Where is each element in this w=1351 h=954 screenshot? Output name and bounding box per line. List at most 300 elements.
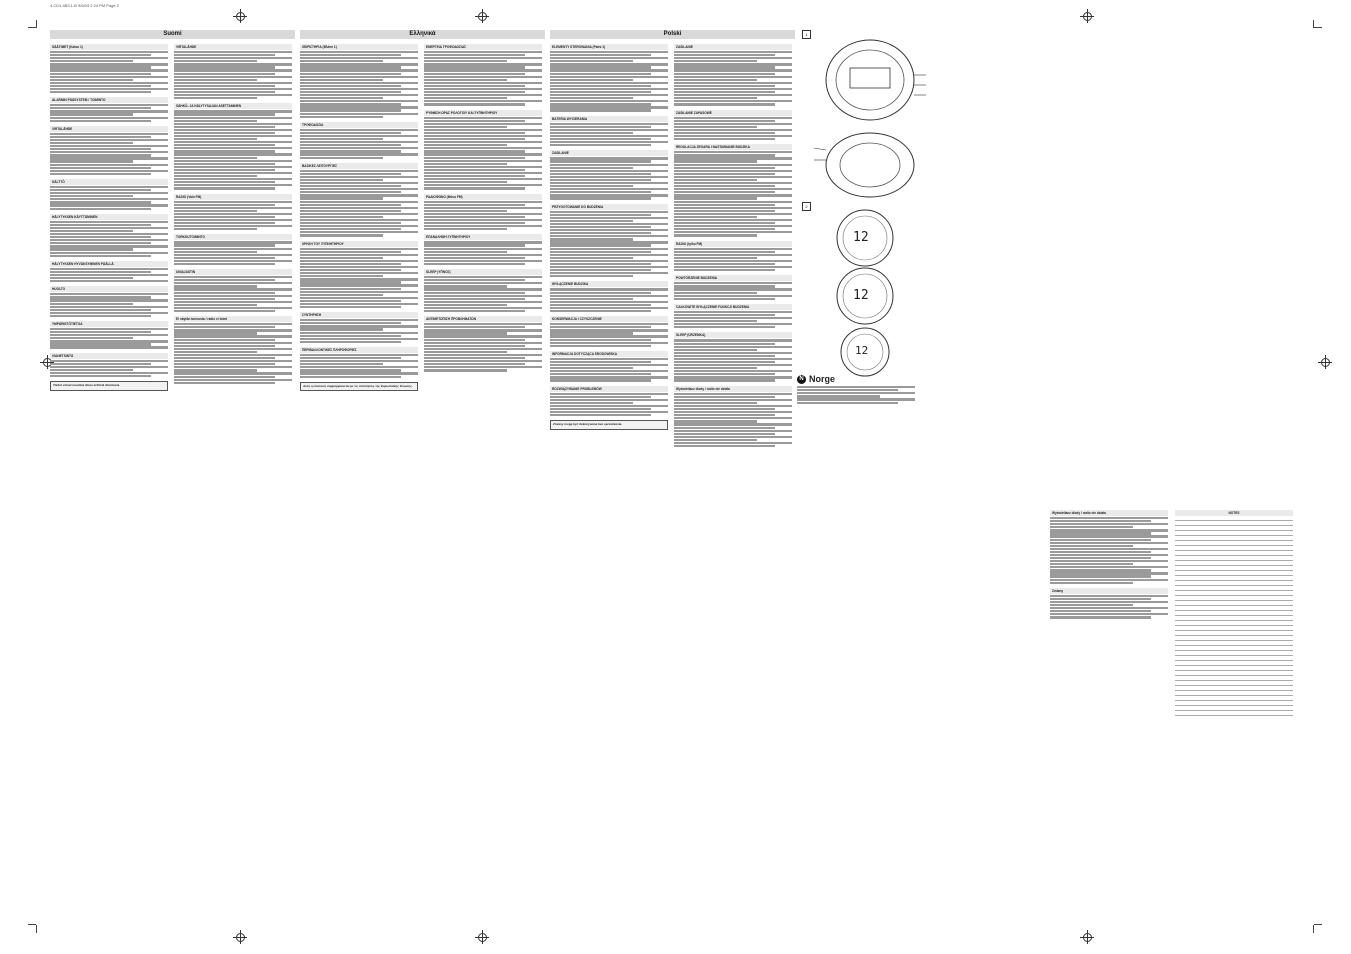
text-line: [174, 225, 292, 227]
manual-section: [550, 44, 668, 112]
text-line: [174, 91, 275, 93]
manual-section: [174, 194, 292, 231]
text-line: [550, 76, 668, 78]
text-line: [1050, 526, 1133, 528]
text-line: [300, 157, 383, 159]
section-title: VIRTALÄHDE: [174, 44, 292, 50]
text-line: [424, 153, 542, 155]
text-line: [424, 342, 542, 344]
section-title: Zmiany: [1050, 588, 1168, 594]
text-line: [50, 192, 168, 194]
notes-rule: [1175, 615, 1293, 616]
text-line: [300, 170, 418, 172]
text-line: [424, 329, 542, 331]
text-line: [550, 241, 668, 243]
text-line: [424, 60, 507, 62]
text-line: [424, 222, 525, 224]
text-line: [550, 57, 668, 59]
text-line: [674, 436, 792, 438]
text-line: [550, 298, 633, 300]
text-line: [424, 126, 507, 128]
notes-rule: [1175, 680, 1293, 681]
text-line: [797, 395, 880, 397]
registration-mark-icon: [1080, 930, 1094, 944]
text-line: [674, 207, 792, 209]
text-line: [300, 144, 401, 146]
text-line: [300, 129, 418, 131]
text-line: [550, 329, 668, 331]
text-line: [174, 181, 275, 183]
text-line: [300, 294, 383, 296]
manual-section: [674, 304, 792, 329]
text-line: [550, 332, 633, 334]
text-line: [424, 91, 525, 93]
text-line: [50, 186, 168, 188]
manual-section: [50, 321, 168, 349]
text-line: [797, 402, 898, 404]
text-line: [674, 254, 792, 256]
text-line: [50, 154, 151, 156]
text-line: [174, 150, 275, 152]
text-line: [1050, 616, 1151, 618]
text-line: [50, 334, 168, 336]
text-line: [50, 85, 151, 87]
text-line: [174, 175, 257, 177]
text-line: [424, 181, 507, 183]
text-line: [424, 360, 542, 362]
text-line: [797, 389, 898, 391]
text-line: [424, 97, 507, 99]
section-title: Wyświetlacz diody / radio nie działa: [1050, 510, 1168, 516]
text-line: [674, 346, 792, 348]
text-line: [674, 282, 792, 284]
notes-rule: [1175, 645, 1293, 646]
text-line: [300, 369, 401, 371]
text-line: [174, 360, 292, 362]
text-line: [174, 207, 292, 209]
text-line: [300, 54, 401, 56]
text-line: [550, 260, 668, 262]
manual-section: [1050, 588, 1168, 619]
text-line: [300, 219, 418, 221]
notes-rule: [1175, 550, 1293, 551]
text-line: [300, 225, 418, 227]
registration-mark-icon: [233, 9, 247, 23]
text-line: [674, 427, 775, 429]
notes-rule: [1175, 555, 1293, 556]
text-line: [50, 340, 168, 342]
text-line: [424, 251, 507, 253]
text-line: [300, 88, 418, 90]
text-line: [174, 210, 257, 212]
text-line: [550, 223, 668, 225]
figure-number-1: 1: [802, 30, 811, 39]
text-line: [550, 229, 668, 231]
text-line: [674, 292, 757, 294]
text-line: [550, 323, 668, 325]
text-line: [300, 173, 401, 175]
notes-lines: [1175, 520, 1293, 716]
notes-rule: [1175, 630, 1293, 631]
text-line: [674, 176, 792, 178]
section-title: ΒΑΣΙΚΕΣ ΛΕΙΤΟΥΡΓΙΕΣ: [300, 163, 418, 169]
section-title: RADIO (Vain FM): [174, 194, 292, 200]
text-line: [674, 123, 792, 125]
text-line: [50, 221, 168, 223]
text-line: [174, 97, 257, 99]
section-title: KÄLTTÖ: [50, 179, 168, 185]
section-title: ZASILANIE: [674, 44, 792, 50]
manual-section: [550, 204, 668, 278]
text-line: [550, 399, 668, 401]
text-line: [300, 141, 418, 143]
text-line: [50, 239, 168, 241]
text-line: [550, 367, 633, 369]
text-line: [174, 279, 275, 281]
text-line: [550, 251, 651, 253]
text-line: [1050, 595, 1168, 597]
text-line: [50, 277, 133, 279]
text-line: [300, 182, 418, 184]
manual-section: [50, 353, 168, 378]
text-line: [674, 367, 757, 369]
text-line: [174, 79, 257, 81]
text-line: [674, 103, 775, 105]
section-title: ELEMENTY STEROWANIA (Patrz 1): [550, 44, 668, 50]
text-line: [424, 348, 542, 350]
text-line: [674, 85, 775, 87]
text-line: [674, 266, 792, 268]
text-line: [300, 325, 418, 327]
text-line: [674, 352, 792, 354]
text-line: [174, 376, 275, 378]
text-line: [550, 164, 668, 166]
text-line: [550, 226, 651, 228]
text-line: [1050, 557, 1151, 559]
text-line: [674, 76, 792, 78]
text-line: [674, 79, 757, 81]
text-line: [174, 169, 275, 171]
text-line: [50, 107, 151, 109]
text-line: [50, 136, 151, 138]
text-line: [674, 405, 792, 407]
text-line: [424, 304, 507, 306]
text-line: [424, 120, 525, 122]
text-line: [50, 337, 133, 339]
norge-badge: N: [797, 375, 806, 384]
text-line: [674, 343, 775, 345]
notes-rule: [1175, 665, 1293, 666]
text-line: [50, 57, 168, 59]
text-line: [1050, 601, 1168, 603]
text-line: [300, 222, 401, 224]
text-line: [174, 372, 292, 374]
text-line: [550, 275, 633, 277]
text-line: [424, 150, 525, 152]
text-line: [674, 54, 775, 56]
text-line: [300, 185, 401, 187]
text-line: [674, 285, 775, 287]
text-line: [424, 201, 542, 203]
text-line: [550, 97, 633, 99]
text-line: [300, 57, 418, 59]
text-line: [50, 201, 151, 203]
text-line: [424, 94, 542, 96]
text-line: [300, 254, 418, 256]
text-line: [174, 110, 292, 112]
text-line: [674, 231, 792, 233]
text-line: [300, 100, 418, 102]
text-line: [674, 135, 792, 137]
registration-mark-icon: [475, 9, 489, 23]
text-line: [674, 88, 792, 90]
text-line: [674, 51, 792, 53]
text-line: [300, 269, 401, 271]
text-line: [50, 375, 151, 377]
text-line: [674, 399, 792, 401]
text-line: [174, 260, 292, 262]
manual-section: [424, 110, 542, 190]
section-title: ΕΝΕΡΓΕΙΑ ΤΡΟΦΟΔΟΣΙΑΣ: [424, 44, 542, 50]
text-line: [424, 138, 525, 140]
section-title: SÄHKÖ- JA HÄLYTYSAJAN ASETTAMINEN: [174, 103, 292, 109]
text-line: [550, 254, 668, 256]
text-line: [50, 139, 168, 141]
text-line: [174, 348, 292, 350]
text-line: [674, 194, 792, 196]
text-line: [174, 263, 275, 265]
right-column: [174, 44, 292, 388]
text-line: [50, 274, 168, 276]
text-line: [550, 266, 668, 268]
text-line: [424, 366, 542, 368]
text-line: [550, 263, 651, 265]
section-title: ZASILANIE: [550, 150, 668, 156]
text-line: [550, 106, 668, 108]
manual-section: [550, 281, 668, 312]
text-line: [674, 248, 792, 250]
notes-rule: [1175, 700, 1293, 701]
text-line: [300, 213, 418, 215]
text-line: [50, 369, 133, 371]
text-line: [424, 103, 525, 105]
text-line: [550, 414, 651, 416]
text-line: [174, 66, 275, 68]
notes-rule: [1175, 660, 1293, 661]
text-line: [424, 332, 507, 334]
manual-section: [300, 122, 418, 159]
text-line: [674, 129, 792, 131]
manual-section: [174, 44, 292, 99]
text-line: [300, 135, 418, 137]
text-line: [674, 420, 757, 422]
text-line: [674, 317, 792, 319]
text-line: [424, 310, 525, 312]
print-header: 4.CD1.4B3.1-B 9/6/03 2:24 PM Page 2: [50, 3, 119, 8]
text-line: [674, 402, 757, 404]
text-line: [674, 97, 757, 99]
text-line: [424, 285, 507, 287]
text-line: [424, 85, 525, 87]
text-line: [550, 197, 651, 199]
text-line: [424, 57, 542, 59]
text-line: [1050, 604, 1133, 606]
text-line: [300, 263, 401, 265]
text-line: [550, 54, 651, 56]
text-line: [50, 224, 151, 226]
text-line: [300, 354, 418, 356]
crop-mark: [1314, 27, 1322, 28]
manual-section: [550, 316, 668, 347]
text-line: [174, 244, 275, 246]
text-line: [174, 63, 292, 65]
text-line: [424, 76, 542, 78]
text-line: [174, 157, 257, 159]
text-line: [550, 88, 668, 90]
text-line: [424, 244, 525, 246]
text-line: [174, 351, 257, 353]
text-line: [300, 260, 418, 262]
text-line: [1050, 542, 1168, 544]
text-line: [424, 369, 507, 371]
text-line: [674, 295, 792, 297]
text-line: [550, 109, 651, 111]
notes-rule: [1175, 535, 1293, 536]
section-title: INFORMACJA DOTYCZĄCA ŚRODOWISKA: [550, 351, 668, 357]
text-line: [674, 160, 757, 162]
text-line: [424, 219, 542, 221]
manual-section: [50, 214, 168, 257]
text-line: [300, 284, 418, 286]
manual-section: [50, 97, 168, 122]
text-line: [674, 222, 775, 224]
text-line: [174, 129, 292, 131]
text-line: [174, 301, 292, 303]
text-line: [550, 126, 651, 128]
section-title: Ei näytön tunnusta / radio ei toimi: [174, 316, 292, 322]
text-line: [50, 366, 168, 368]
manual-section: [50, 286, 168, 317]
text-line: [50, 120, 151, 122]
text-line: [674, 339, 792, 341]
text-line: [174, 248, 292, 250]
text-line: [50, 173, 151, 175]
registration-mark-icon: [1080, 9, 1094, 23]
text-line: [674, 182, 792, 184]
text-line: [1050, 535, 1168, 537]
manual-section: [300, 241, 418, 309]
text-line: [550, 69, 668, 71]
section-title: POWTÓRZENIE BUDZENIA: [674, 275, 792, 281]
text-line: [300, 291, 418, 293]
text-line: [424, 69, 542, 71]
text-line: [300, 272, 418, 274]
text-line: [50, 328, 168, 330]
notes-rule: [1175, 620, 1293, 621]
text-line: [174, 332, 257, 334]
text-line: [174, 310, 275, 312]
page-suomi: [50, 30, 295, 920]
text-line: [550, 185, 633, 187]
text-line: [550, 295, 668, 297]
text-line: [1050, 532, 1151, 534]
text-line: [424, 175, 525, 177]
manual-section: [1050, 510, 1168, 584]
text-line: [674, 82, 792, 84]
notes-rule: [1175, 595, 1293, 596]
text-line: [300, 332, 418, 334]
text-line: [300, 204, 401, 206]
text-line: [550, 342, 668, 344]
text-line: [50, 91, 151, 93]
text-line: [674, 164, 792, 166]
text-line: [50, 236, 151, 238]
text-line: [550, 188, 668, 190]
manual-section: [550, 386, 668, 417]
notes-rule: [1175, 585, 1293, 586]
text-line: [424, 345, 525, 347]
text-line: [174, 201, 292, 203]
text-line: [300, 188, 418, 190]
text-line: [50, 346, 168, 348]
text-line: [50, 157, 168, 159]
text-line: [1050, 572, 1168, 574]
text-line: [50, 113, 133, 115]
text-line: [300, 79, 383, 81]
text-line: [50, 195, 133, 197]
text-line: [674, 73, 775, 75]
text-line: [550, 272, 668, 274]
text-line: [1050, 554, 1168, 556]
notes-title: NOTES: [1175, 510, 1293, 516]
text-line: [797, 398, 915, 400]
text-line: [424, 225, 542, 227]
text-line: [1050, 523, 1168, 525]
manual-section: [424, 316, 542, 371]
text-line: [300, 132, 401, 134]
text-line: [300, 82, 418, 84]
text-line: [174, 257, 275, 259]
text-line: [174, 163, 275, 165]
text-line: [300, 97, 383, 99]
text-line: [174, 292, 275, 294]
manual-spread: [50, 30, 1300, 920]
text-line: [550, 326, 651, 328]
notes-rule: [1175, 655, 1293, 656]
text-line: [50, 303, 133, 305]
manual-section: [424, 234, 542, 265]
text-line: [300, 376, 401, 378]
text-line: [550, 361, 651, 363]
text-line: [424, 132, 525, 134]
language-bar: Polski: [550, 30, 795, 39]
text-line: [424, 184, 542, 186]
text-line: [174, 204, 275, 206]
text-line: [300, 341, 401, 343]
text-line: [550, 138, 651, 140]
text-line: [174, 132, 275, 134]
text-line: [174, 288, 292, 290]
text-line: [424, 187, 525, 189]
text-line: [174, 307, 292, 309]
text-line: [550, 73, 651, 75]
notes-rule: [1175, 715, 1293, 716]
text-line: [50, 271, 151, 273]
text-line: [550, 123, 668, 125]
text-line: [1050, 563, 1133, 565]
text-line: [674, 91, 775, 93]
text-line: [50, 245, 168, 247]
